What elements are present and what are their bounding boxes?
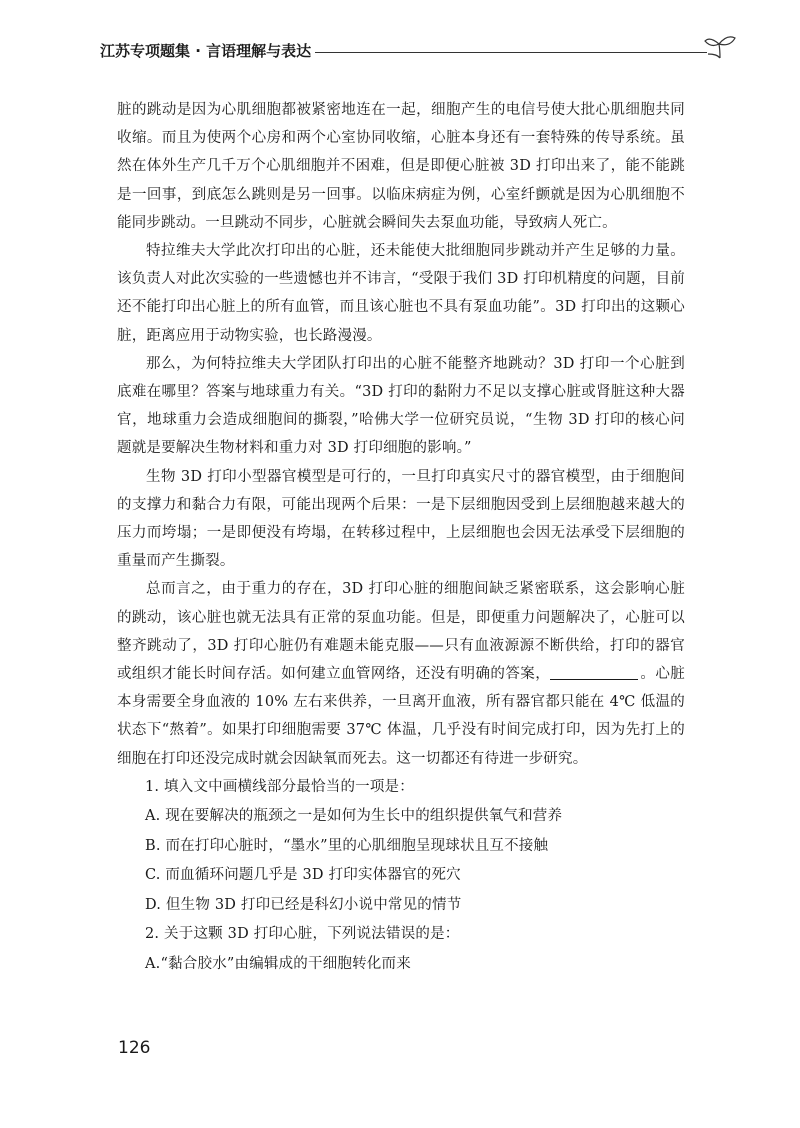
paragraph: 脏的跳动是因为心肌细胞都被紧密地连在一起，细胞产生的电信号使大批心肌细胞共同收缩。而且为使两个心房和两个心室协同收缩，心脏本身还有一套特殊的传导系统。虽然在体外生产几千万个心肌细胞并不困难，但是即便心脏被 3D 打印出来了，能不能跳是一回事，到底怎么跳则是另一回事。以临床病症为例，心室纤颤就是因为心肌细胞不能同步跳动。一旦跳动不同步，心脏就会瞬间失去泵血功能，导致病人死亡。 [117,102,685,231]
paragraph: 特拉维夫大学此次打印出的心脏，还未能使大批细胞同步跳动并产生足够的力量。该负责人对此次实验的一些遗憾也并不讳言，“受限于我们 3D 打印机精度的问题，目前还不能打印出心脏上的所有血管，而且该心脏也不具有泵血功能”。3D 打印出的这颗心脏，距离应用于动物实验，也长路漫漫。 [117,243,685,344]
page-header [100,32,740,72]
question-1-option-d: D. 但生物 3D 打印已经是科幻小说中常见的情节 [145,896,462,913]
question-1-option-c: C. 而血循环问题几乎是 3D 打印实体器官的死穴 [145,867,461,884]
article-body [117,96,685,979]
header-rule [315,52,707,53]
paragraph: 生物 3D 打印小型器官模型是可行的，一旦打印真实尺寸的器官模型，由于细胞间的支撑力和黏合力有限，可能出现两个后果：一是下层细胞因受到上层细胞越来越大的压力而垮塌；一是即便没有垮塌，在转移过程中，上层细胞也会因无法承受下层细胞的重量而产生撕裂。 [117,468,685,570]
question-1-option-b: B. 而在打印心脏时，“墨水”里的心肌细胞呈现球状且互不接触 [145,837,549,854]
fill-in-blank [550,661,638,680]
paragraph-with-blank [117,575,685,772]
question-2-stem: 2. 关于这颗 3D 打印心脏，下列说法错误的是： [145,926,460,943]
sprout-icon [702,32,738,62]
paragraph: 那么，为何特拉维夫大学团队打印出的心脏不能整齐地跳动？3D 打印一个心脏到底难在哪里？答案与地球重力有关。“3D 打印的黏附力不足以支撑心脏或肾脏这种大器官，地球重力会造成细胞间的撕裂，”哈佛大学一位研究员说，“生物 3D 打印的核心问题就是要解决生物材料和重力对 3D 打印细胞的影响。” [117,355,685,457]
header-title: 江苏专项题集 · 言语理解与表达 [100,42,312,60]
question-2-option-a: A.“黏合胶水”由编辑成的干细胞转化而来 [145,955,411,972]
paragraph-text: 总而言之，由于重力的存在，3D 打印心脏的细胞间缺乏紧密联系，这会影响心脏的跳动，该心脏也就无法具有正常的泵血功能。但是，即便重力问题解决了，心脏可以整齐跳动了，3D 打印心脏仍有难题未能克服——只有血液源源不断供给，打印的器官或组织才能长时间存活。如何建立血管网络，还没有明确的答案， [117,581,685,683]
question-1-stem: 1. 填入文中画横线部分最恰当的一项是： [145,778,414,795]
paragraph-text-after-blank: 。心脏本身需要全身血液的 10% 左右来供养，一旦离开血液，所有器官都只能在 4℃ 低温的状态下“熬着”。如果打印细胞需要 37℃ 体温，几乎没有时间完成打印，因为先打上的细胞在打印还没完成时就会因缺氧而死去。这一切都还有待进一步研究。 [117,666,685,767]
page-number: 126 [118,1038,151,1058]
question-1-option-a: A. 现在要解决的瓶颈之一是如何为生长中的组织提供氧气和营养 [145,808,563,825]
